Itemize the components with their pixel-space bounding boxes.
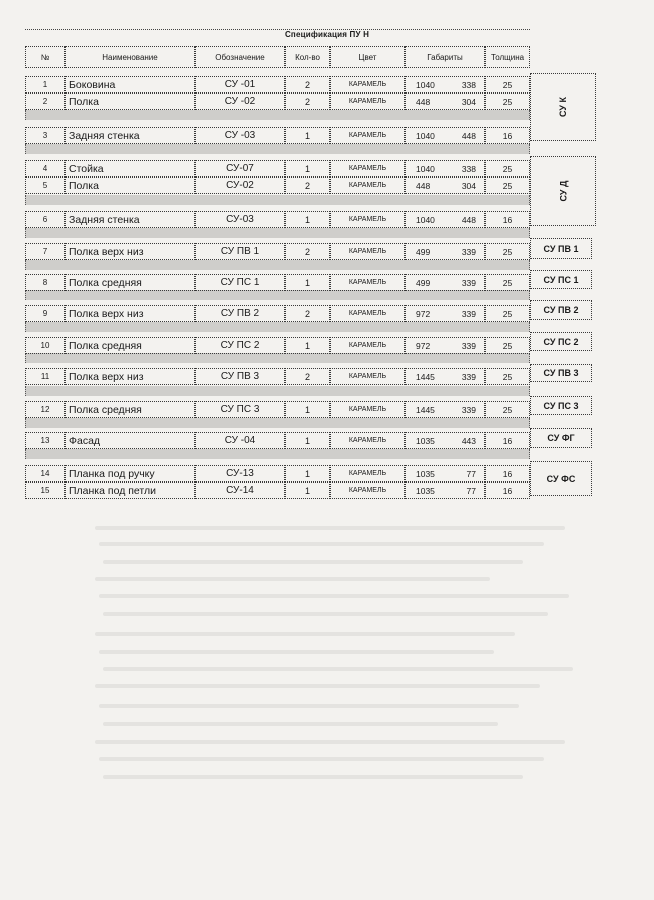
part-designation: СУ-07 [195, 160, 285, 177]
group-label-text: СУ К [557, 97, 568, 117]
part-name: Стойка [65, 160, 195, 177]
dimension-height: 339 [461, 246, 476, 257]
part-thickness: 25 [485, 337, 530, 354]
separator-band [25, 228, 530, 238]
dimension-height: 304 [461, 180, 476, 191]
part-thickness: 25 [485, 160, 530, 177]
bleed-through-line [99, 757, 544, 761]
dimension-width: 1040 [416, 163, 435, 174]
separator-band [25, 386, 530, 396]
part-designation: СУ -04 [195, 432, 285, 449]
bleed-through-line [103, 612, 548, 616]
part-quantity: 1 [285, 160, 330, 177]
part-quantity: 2 [285, 76, 330, 93]
part-name: Полка верх низ [65, 368, 195, 385]
part-thickness: 25 [485, 274, 530, 291]
part-dimensions [405, 401, 485, 418]
group-label-text: СУ ФГ [547, 433, 575, 443]
dimension-width: 1445 [416, 404, 435, 415]
part-color: КАРАМЕЛЬ [330, 93, 405, 110]
dimension-height: 304 [461, 96, 476, 107]
bleed-through-line [99, 594, 569, 598]
part-thickness: 25 [485, 243, 530, 260]
part-dimensions [405, 243, 485, 260]
part-designation: СУ -03 [195, 127, 285, 144]
part-designation: СУ-02 [195, 177, 285, 194]
part-name: Фасад [65, 432, 195, 449]
part-name: Планка под петли [65, 482, 195, 499]
part-name: Боковина [65, 76, 195, 93]
header-thickness: Толщина [485, 46, 530, 68]
group-label-text: СУ ПС 1 [543, 274, 579, 285]
row-number: 12 [25, 401, 65, 418]
dimension-width: 972 [416, 308, 431, 319]
part-thickness: 25 [485, 177, 530, 194]
part-color: КАРАМЕЛЬ [330, 160, 405, 177]
group-label [530, 156, 596, 226]
group-label [530, 332, 592, 351]
dimension-height: 448 [461, 214, 476, 225]
part-color: КАРАМЕЛЬ [330, 76, 405, 93]
row-number: 7 [25, 243, 65, 260]
dimension-height: 448 [461, 130, 476, 141]
part-quantity: 1 [285, 465, 330, 482]
part-dimensions [405, 305, 485, 322]
row-number: 11 [25, 368, 65, 385]
part-designation: СУ-03 [195, 211, 285, 228]
separator-band [25, 195, 530, 205]
part-quantity: 2 [285, 305, 330, 322]
part-thickness: 25 [485, 401, 530, 418]
bleed-through-line [99, 704, 519, 708]
part-dimensions [405, 465, 485, 482]
part-thickness: 25 [485, 305, 530, 322]
part-color: КАРАМЕЛЬ [330, 401, 405, 418]
part-color: КАРАМЕЛЬ [330, 211, 405, 228]
part-quantity: 1 [285, 482, 330, 499]
part-color: КАРАМЕЛЬ [330, 368, 405, 385]
part-name: Планка под ручку [65, 465, 195, 482]
row-number: 8 [25, 274, 65, 291]
row-number: 9 [25, 305, 65, 322]
bleed-through-line [99, 650, 494, 654]
header-quantity: Кол-во [285, 46, 330, 68]
dimension-width: 499 [416, 246, 431, 257]
part-designation: СУ ПВ 3 [195, 368, 285, 385]
part-designation: СУ -02 [195, 93, 285, 110]
part-color: КАРАМЕЛЬ [330, 432, 405, 449]
dimension-height: 339 [461, 404, 476, 415]
bleed-through-line [103, 667, 573, 671]
part-name: Полка [65, 93, 195, 110]
bleed-through-line [99, 542, 544, 546]
part-quantity: 2 [285, 93, 330, 110]
part-dimensions [405, 482, 485, 499]
part-thickness: 16 [485, 211, 530, 228]
row-number: 13 [25, 432, 65, 449]
part-designation: СУ-14 [195, 482, 285, 499]
separator-band [25, 322, 530, 332]
part-color: КАРАМЕЛЬ [330, 465, 405, 482]
part-thickness: 25 [485, 76, 530, 93]
group-label-text: СУ ПВ 1 [543, 243, 579, 254]
separator-band [25, 353, 530, 363]
dimension-width: 972 [416, 340, 431, 351]
dimension-width: 1040 [416, 79, 435, 90]
group-label-text: СУ ПВ 3 [543, 368, 579, 378]
separator-band [25, 260, 530, 270]
group-label-text: СУ ПВ 2 [543, 305, 579, 315]
dimension-width: 1445 [416, 371, 435, 382]
dimension-height: 77 [466, 468, 476, 479]
separator-band [25, 290, 530, 300]
dimension-width: 1040 [416, 130, 435, 141]
part-dimensions [405, 93, 485, 110]
header-dimensions: Габариты [405, 46, 485, 68]
part-color: КАРАМЕЛЬ [330, 127, 405, 144]
bleed-through-line [95, 526, 565, 530]
part-name: Полка средняя [65, 274, 195, 291]
dimension-height: 339 [461, 277, 476, 288]
separator-band [25, 110, 530, 120]
dimension-height: 338 [461, 79, 476, 90]
group-label [530, 238, 592, 259]
group-label-text: СУ ПС 2 [543, 336, 579, 347]
row-number: 1 [25, 76, 65, 93]
dimension-width: 1040 [416, 214, 435, 225]
part-quantity: 1 [285, 432, 330, 449]
row-number: 2 [25, 93, 65, 110]
part-name: Полка средняя [65, 401, 195, 418]
part-designation: СУ-13 [195, 465, 285, 482]
dimension-width: 448 [416, 96, 431, 107]
header-color: Цвет [330, 46, 405, 68]
separator-band [25, 449, 530, 459]
part-quantity: 1 [285, 401, 330, 418]
part-color: КАРАМЕЛЬ [330, 177, 405, 194]
part-quantity: 2 [285, 368, 330, 385]
part-thickness: 16 [485, 482, 530, 499]
bleed-through-line [95, 740, 565, 744]
group-label-text: СУ Д [558, 180, 568, 202]
part-quantity: 1 [285, 274, 330, 291]
group-label-text: СУ ФС [546, 473, 576, 484]
part-quantity: 2 [285, 177, 330, 194]
row-number: 4 [25, 160, 65, 177]
dimension-width: 448 [416, 180, 431, 191]
group-label [530, 396, 592, 415]
part-dimensions [405, 368, 485, 385]
part-dimensions [405, 432, 485, 449]
part-thickness: 25 [485, 93, 530, 110]
row-number: 6 [25, 211, 65, 228]
part-name: Задняя стенка [65, 211, 195, 228]
page-title: Спецификация ПУ Н [284, 30, 370, 39]
part-dimensions [405, 177, 485, 194]
part-color: КАРАМЕЛЬ [330, 274, 405, 291]
group-label [530, 364, 592, 382]
bleed-through-line [95, 632, 515, 636]
group-label [530, 428, 592, 448]
part-quantity: 1 [285, 211, 330, 228]
part-name: Полка верх низ [65, 243, 195, 260]
row-number: 14 [25, 465, 65, 482]
row-number: 10 [25, 337, 65, 354]
part-dimensions [405, 274, 485, 291]
part-color: КАРАМЕЛЬ [330, 337, 405, 354]
row-number: 3 [25, 127, 65, 144]
part-thickness: 16 [485, 432, 530, 449]
header-designation: Обозначение [195, 46, 285, 68]
group-label [530, 461, 592, 496]
part-name: Полка верх низ [65, 305, 195, 322]
part-color: КАРАМЕЛЬ [330, 305, 405, 322]
group-label-text: СУ ПС 3 [543, 400, 579, 411]
group-label [530, 300, 592, 320]
part-dimensions [405, 337, 485, 354]
part-designation: СУ ПС 1 [195, 274, 285, 291]
dimension-height: 339 [461, 308, 476, 319]
dimension-width: 1035 [416, 435, 435, 446]
part-quantity: 2 [285, 243, 330, 260]
bleed-through-line [95, 684, 540, 688]
part-dimensions [405, 211, 485, 228]
dimension-height: 339 [461, 340, 476, 351]
dimension-height: 339 [461, 371, 476, 382]
part-designation: СУ ПС 2 [195, 337, 285, 354]
part-quantity: 1 [285, 127, 330, 144]
part-color: КАРАМЕЛЬ [330, 482, 405, 499]
part-thickness: 16 [485, 465, 530, 482]
part-designation: СУ ПВ 1 [195, 243, 285, 260]
part-name: Полка [65, 177, 195, 194]
part-dimensions [405, 127, 485, 144]
dimension-height: 443 [461, 435, 476, 446]
group-label [530, 73, 596, 141]
group-label [530, 270, 592, 289]
header-number: № [25, 46, 65, 68]
header-name: Наименование [65, 46, 195, 68]
part-color: КАРАМЕЛЬ [330, 243, 405, 260]
part-quantity: 1 [285, 337, 330, 354]
part-designation: СУ ПС 3 [195, 401, 285, 418]
part-name: Полка средняя [65, 337, 195, 354]
dimension-width: 1035 [416, 485, 435, 496]
part-name: Задняя стенка [65, 127, 195, 144]
part-thickness: 16 [485, 127, 530, 144]
bleed-through-line [95, 577, 490, 581]
part-dimensions [405, 76, 485, 93]
separator-band [25, 144, 530, 154]
part-designation: СУ -01 [195, 76, 285, 93]
bleed-through-line [103, 775, 523, 779]
row-number: 15 [25, 482, 65, 499]
bleed-through-line [103, 722, 498, 726]
part-dimensions [405, 160, 485, 177]
dimension-height: 338 [461, 163, 476, 174]
row-number: 5 [25, 177, 65, 194]
bleed-through-line [103, 560, 523, 564]
dimension-width: 1035 [416, 468, 435, 479]
part-designation: СУ ПВ 2 [195, 305, 285, 322]
dimension-height: 77 [466, 485, 476, 496]
part-thickness: 25 [485, 368, 530, 385]
separator-band [25, 418, 530, 428]
dimension-width: 499 [416, 277, 431, 288]
